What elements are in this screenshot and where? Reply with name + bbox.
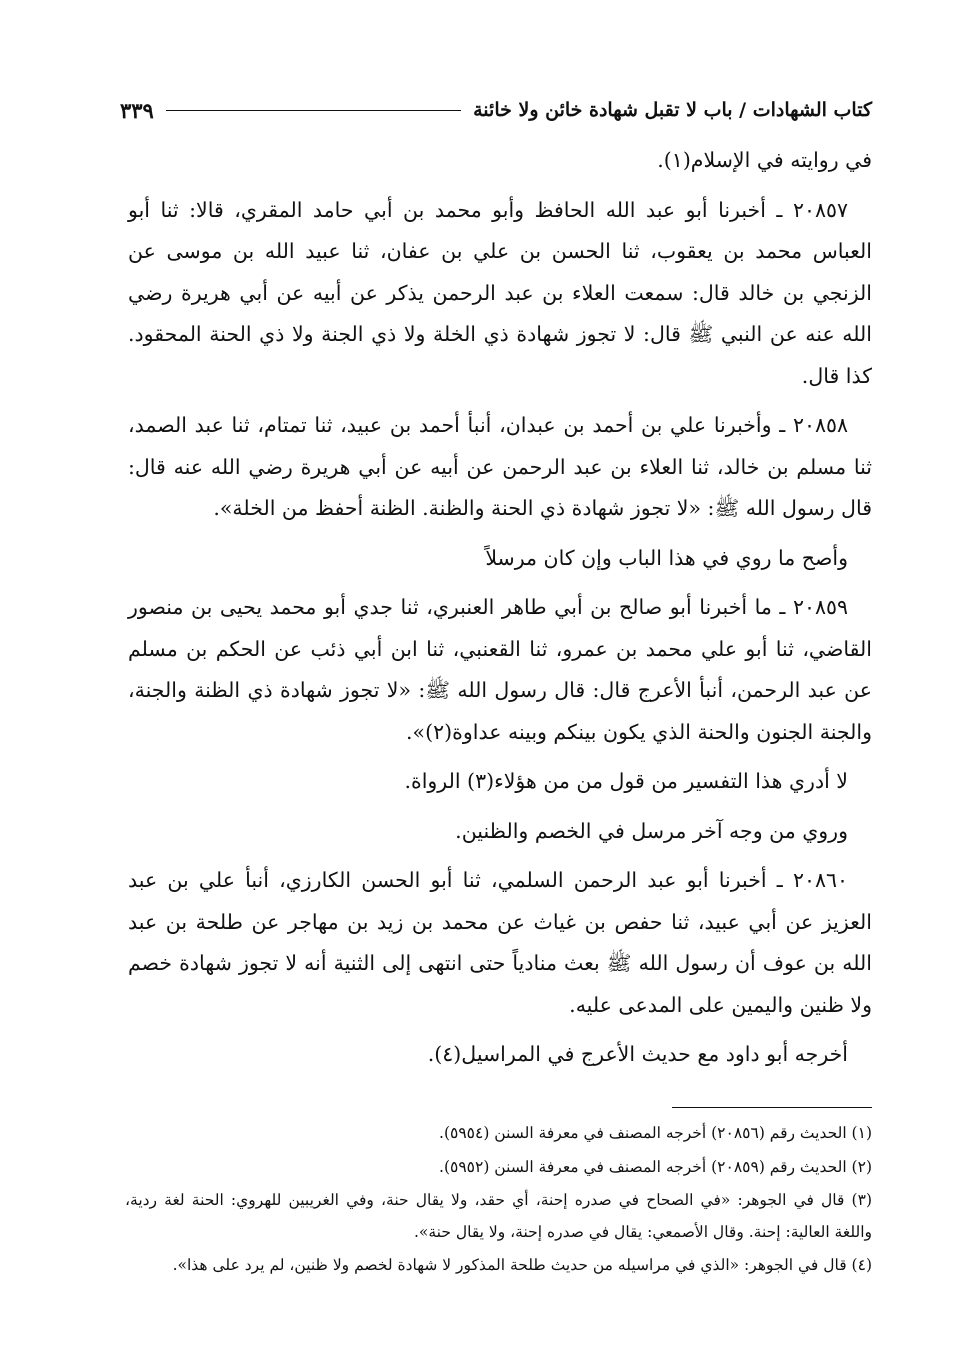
- header-rule: [166, 110, 461, 111]
- footnote-1: (١) الحديث رقم (٢٠٨٥٦) أخرجه المصنف في معرفة السنن (٥٩٥٤).: [439, 1124, 872, 1142]
- hadith-20858: ٢٠٨٥٨ ـ وأخبرنا علي بن أحمد بن عبدان، أنبأ أحمد بن عبيد، ثنا تمتام، ثنا عبد الصمد، ثنا مسلم بن خالد، ثنا العلاء بن عبد الرحمن عن أبيه عن أبي هريرة رضي الله عنه قال: قال رسول الله ﷺ: «لا تجوز شهادة ذي الحنة والظنة. الظنة أحفظ من الخلة».: [128, 413, 872, 520]
- main-text: [128, 140, 872, 1084]
- hadith-20859: ٢٠٨٥٩ ـ ما أخبرنا أبو صالح بن أبي طاهر العنبري، ثنا جدي أبو محمد يحيى بن منصور القاضي، ثنا أبو علي محمد بن عمرو، ثنا القعنبي، ثنا ابن أبي ذئب عن الحكم بن مسلم عن عبد الرحمن، أنبأ الأعرج قال: قال رسول الله ﷺ: «لا تجوز شهادة ذي الظنة والجنة، والجنة الجنون والحنة الذي يكون بينكم وبينه عداوة(٢)».: [128, 595, 872, 744]
- footnotes: [125, 1118, 872, 1284]
- hadith-20857: ٢٠٨٥٧ ـ أخبرنا أبو عبد الله الحافظ وأبو محمد بن أبي حامد المقري، قالا: ثنا أبو العباس محمد بن يعقوب، ثنا الحسن بن علي بن عفان، ثنا عبيد الله بن موسى عن الزنجي بن خالد قال: سمعت العلاء بن عبد الرحمن يذكر عن أبيه عن أبي هريرة رضي الله عنه عن النبي ﷺ قال: لا تجوز شهادة ذي الخلة ولا ذي الجنة ولا ذي الحنة المحقود. كذا قال.: [128, 197, 872, 388]
- hadith-20860: ٢٠٨٦٠ ـ أخبرنا أبو عبد الرحمن السلمي، ثنا أبو الحسن الكارزي، أنبأ علي بن عبد العزيز عن أبي عبيد، ثنا حفص بن غياث عن محمد بن زيد بن مهاجر عن طلحة بن عبد الله بن عوف أن رسول الله ﷺ بعث منادياً حتى انتهى إلى الثنية أنه لا تجوز شهادة خصم ولا ظنين واليمين على المدعى عليه.: [128, 868, 872, 1017]
- footnote-3: (٣) قال في الجوهر: «في الصحاح في صدره إحنة، أي حقد، ولا يقال حنة، وفي الغريبين للهروي: الحنة لغة ردية، واللغة العالية: إحنة. وقال الأصمعي: يقال في صدره إحنة، ولا يقال حنة».: [125, 1191, 872, 1241]
- header-title: كتاب الشهادات / باب لا تقبل شهادة خائن ولا خائنة: [473, 99, 872, 121]
- footnote-4: (٤) قال في الجوهر: «الذي في مراسيله من حديث طلحة المذكور لا شهادة لخصم ولا ظنين، لم يرد على هذا».: [172, 1256, 872, 1274]
- running-header: [120, 92, 872, 128]
- footnote-2: (٢) الحديث رقم (٢٠٨٥٩) أخرجه المصنف في معرفة السنن (٥٩٥٢).: [439, 1157, 872, 1176]
- page-number: ٣٣٩: [120, 97, 154, 123]
- paragraph-abu-dawud: أخرجه أبو داود مع حديث الأعرج في المراسيل(٤).: [427, 1042, 848, 1066]
- footnote-separator: [672, 1107, 872, 1108]
- paragraph-tafsir-note: لا أدري هذا التفسير من قول من من هؤلاء(٣) الرواة.: [404, 769, 848, 793]
- paragraph-another-route: وروي من وجه آخر مرسل في الخصم والظنين.: [455, 818, 848, 843]
- paragraph-continuation: في روايته في الإسلام(١).: [657, 148, 872, 172]
- paragraph-mursal-note: وأصح ما روي في هذا الباب وإن كان مرسلاً: [485, 545, 848, 570]
